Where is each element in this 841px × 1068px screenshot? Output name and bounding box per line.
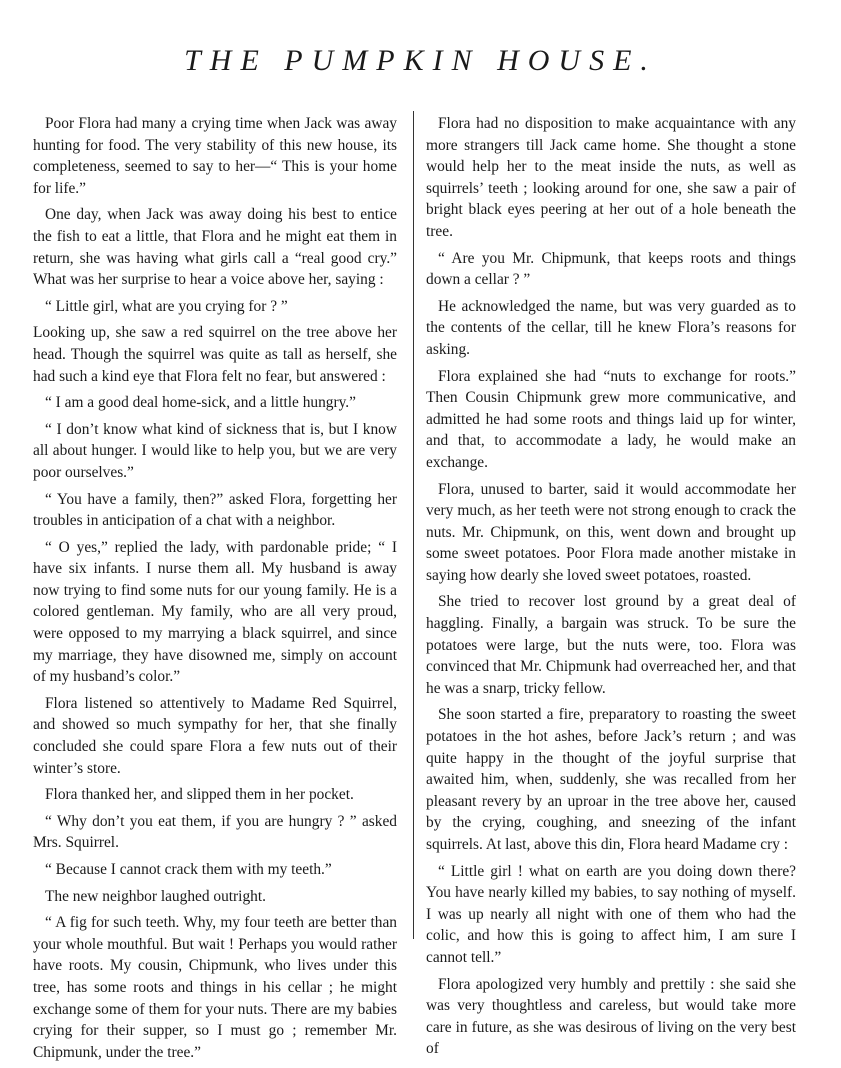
paragraph: Flora had no disposition to make acquaintance with any more strangers till Jack came home. She thought a stone would help her to the meat inside the nuts, as well as squirrels’ teeth ; looking around for one, she saw a pair of bright black eyes peering at her out of a hole beneath the tree. [426, 115, 796, 240]
paragraph: Flora explained she had “nuts to exchange for roots.” Then Cousin Chipmunk grew more communicative, and admitted he had some roots and things laid up for winter, and that, to accommodate a lady, he would make an exchange. [426, 367, 796, 471]
paragraph: Flora thanked her, and slipped them in her pocket. [45, 786, 354, 804]
paragraph: Looking up, she saw a red squirrel on the tree above her head. Though the squirrel was quite as tall as herself, she had such a kind eye that Flora felt no fear, but answered : [33, 324, 397, 385]
paragraph: Poor Flora had many a crying time when Jack was away hunting for food. The very stability of this new house, its completeness, seemed to say to her—“ This is your home for life.” [33, 115, 397, 197]
paragraph: “ I am a good deal home-sick, and a little hungry.” [45, 394, 356, 412]
paragraph: “ You have a family, then?” asked Flora, forgetting her troubles in anticipation of a chat with a neighbor. [33, 490, 397, 530]
paragraph: “ Why don’t you eat them, if you are hungry ? ” asked Mrs. Squirrel. [33, 812, 397, 852]
column-divider [413, 111, 414, 939]
paragraph: She tried to recover lost ground by a great deal of haggling. Finally, a bargain was struck. To be sure the potatoes were large, but the nuts were, too. Flora was convinced that Mr. Chipmunk had overreached her, and that he was a snarp, tricky fellow. [426, 593, 796, 697]
page-title: THE PUMPKIN HOUSE. [184, 44, 657, 77]
right-column [426, 113, 796, 1065]
paragraph: “ Because I cannot crack them with my teeth.” [45, 861, 332, 878]
paragraph: “ Are you Mr. Chipmunk, that keeps roots and things down a cellar ? ” [426, 249, 796, 289]
paragraph: Flora, unused to barter, said it would accommodate her very much, as her teeth were not strong enough to crack the nuts. Mr. Chipmunk, on this, went down and brought up some sweet potatoes. Poor Flora made another mistake in saying how dearly she loved sweet potatoes, roasted. [426, 480, 796, 584]
paragraph: One day, when Jack was away doing his best to entice the fish to eat a little, that Flora and he might eat them in return, she was having what girls call a “real good cry.” What was her surprise to hear a voice above her, saying : [33, 206, 397, 289]
paragraph: The new neighbor laughed outright. [45, 887, 266, 905]
paragraph: “ Little girl ! what on earth are you doing down there? You have nearly killed my babies, to say nothing of myself. I was up nearly all night with one of them who had the colic, and how this is going to affect him, I am sure I cannot tell.” [426, 862, 796, 966]
paragraph: “ I don’t know what kind of sickness that is, but I know all about hunger. I would like to help you, but we are very poor ourselves.” [33, 420, 397, 481]
paragraph: Flora listened so attentively to Madame Red Squirrel, and showed so much sympathy for her, that she finally concluded she could spare Flora a few nuts out of their winter’s store. [33, 694, 397, 777]
left-column [33, 113, 397, 1068]
paragraph: “ A fig for such teeth. Why, my four teeth are better than your whole mouthful. But wait ! Perhaps you would rather have roots. My cousin, Chipmunk, who lives under this tree, has some roots and things in his cellar ; he might exchange some of them for your nuts. There are my babies crying for their supper, so I must go ; remember Mr. Chipmunk, under the tree.” [33, 914, 397, 1061]
paragraph: “ O yes,” replied the lady, with pardonable pride; “ I have six infants. I nurse them all. My husband is away now trying to find some nuts for our young family. He is a colored gentleman. My family, who are all very proud, were opposed to my marrying a black squirrel, and since my marriage, they have disowned me, simply on account of my husband’s color.” [33, 538, 397, 686]
paragraph: “ Little girl, what are you crying for ? ” [45, 297, 288, 315]
paragraph: She soon started a fire, preparatory to roasting the sweet potatoes in the hot ashes, before Jack’s return ; and was quite happy in the thought of the joyful surprise that awaited him, when, suddenly, she was recalled from her pleasant revery by an uproar in the tree above her, caused by the crying, coughing, and sneezing of the infant squirrels. At last, above this din, Flora heard Madame cry : [426, 706, 796, 853]
paragraph: Flora apologized very humbly and prettily : she said she was very thoughtless and careless, but would take more care in future, as she was desirous of living on the very best of [426, 975, 796, 1058]
paragraph: He acknowledged the name, but was very guarded as to the contents of the cellar, till he knew Flora’s reasons for asking. [426, 297, 796, 358]
